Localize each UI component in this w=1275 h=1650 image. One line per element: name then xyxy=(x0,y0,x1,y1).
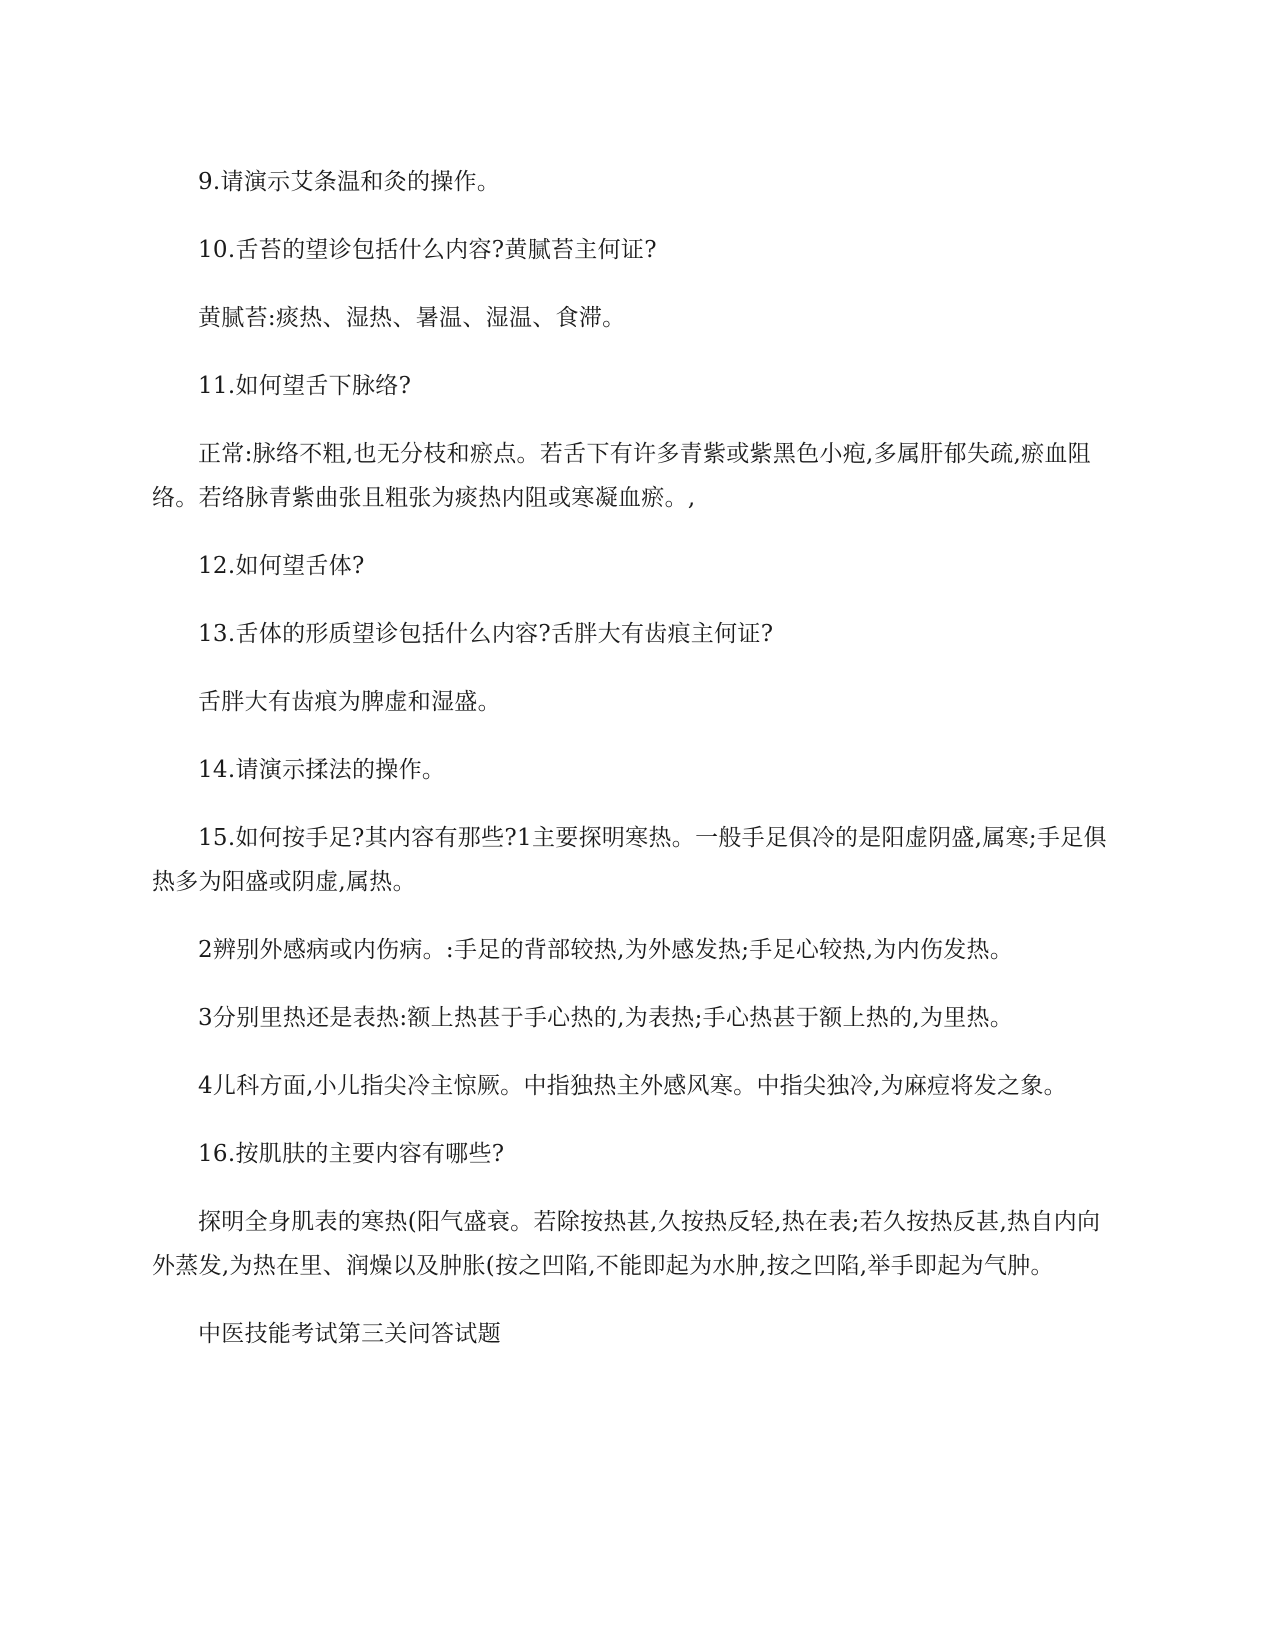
question-11: 11.如何望舌下脉络? xyxy=(198,373,412,399)
question-15: 15.如何按手足?其内容有那些?1主要探明寒热。一般手足俱冷的是阳虚阴盛,属寒;手足俱热多为阳盛或阴虚,属热。 xyxy=(152,825,1107,895)
answer-15-point-4: 4儿科方面,小儿指尖冷主惊厥。中指独热主外感风寒。中指尖独冷,为麻痘将发之象。 xyxy=(198,1073,1067,1099)
question-12: 12.如何望舌体? xyxy=(198,553,365,579)
answer-10: 黄腻苔:痰热、湿热、暑温、湿温、食滞。 xyxy=(198,305,626,331)
question-9: 9.请演示艾条温和灸的操作。 xyxy=(198,169,501,195)
question-14: 14.请演示揉法的操作。 xyxy=(198,757,446,783)
question-16: 16.按肌肤的主要内容有哪些? xyxy=(198,1141,505,1167)
question-13: 13.舌体的形质望诊包括什么内容?舌胖大有齿痕主何证? xyxy=(198,621,774,647)
document-body xyxy=(152,160,1118,1380)
section-heading: 中医技能考试第三关问答试题 xyxy=(198,1321,501,1347)
answer-11: 正常:脉络不粗,也无分枝和瘀点。若舌下有许多青紫或紫黑色小疱,多属肝郁失疏,瘀血阻络。若络脉青紫曲张且粗张为痰热内阻或寒凝血瘀。, xyxy=(152,441,1091,511)
question-10: 10.舌苔的望诊包括什么内容?黄腻苔主何证? xyxy=(198,237,657,263)
answer-15-point-2: 2辨别外感病或内伤病。:手足的背部较热,为外感发热;手足心较热,为内伤发热。 xyxy=(198,937,1014,963)
answer-16: 探明全身肌表的寒热(阳气盛衰。若除按热甚,久按热反轻,热在表;若久按热反甚,热自内向外蒸发,为热在里、润燥以及肿胀(按之凹陷,不能即起为水肿,按之凹陷,举手即起为气肿。 xyxy=(152,1209,1101,1279)
answer-15-point-3: 3分别里热还是表热:额上热甚于手心热的,为表热;手心热甚于额上热的,为里热。 xyxy=(198,1005,1014,1031)
answer-13: 舌胖大有齿痕为脾虚和湿盛。 xyxy=(198,689,501,715)
